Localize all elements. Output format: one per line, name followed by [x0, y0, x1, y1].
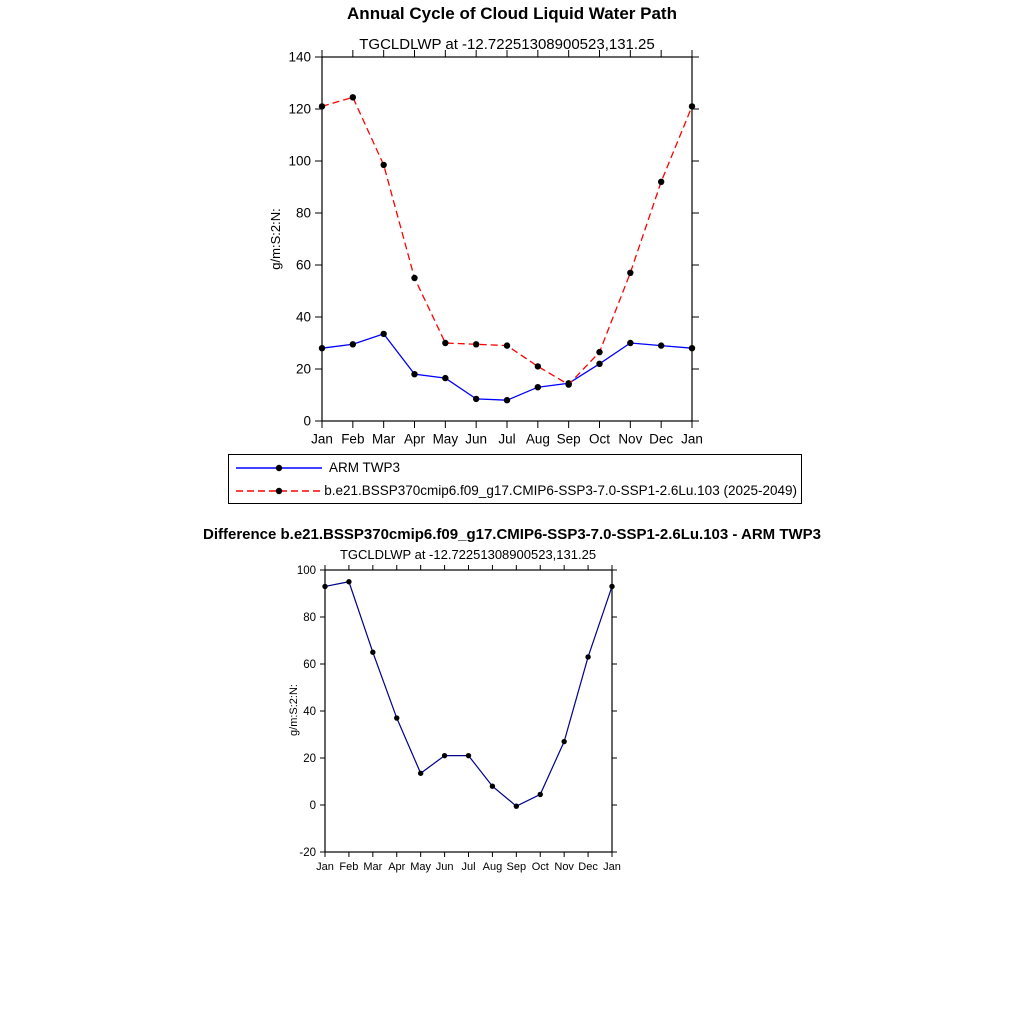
svg-text:Jul: Jul [461, 861, 476, 873]
legend [228, 454, 802, 504]
legend-line-sample-solid [233, 460, 325, 476]
bottom-chart-subtitle: TGCLDLWP at -12.72251308900523,131.25 [339, 547, 597, 562]
svg-text:Jan: Jan [316, 861, 334, 873]
top-plot-area [288, 50, 702, 447]
svg-text:Jan: Jan [681, 431, 703, 447]
svg-text:Jan: Jan [603, 861, 621, 873]
legend-marker-dot [276, 487, 282, 493]
svg-text:Jan: Jan [311, 431, 333, 447]
svg-text:20: 20 [303, 753, 316, 766]
svg-text:Apr: Apr [403, 431, 426, 447]
svg-text:Feb: Feb [341, 431, 365, 447]
legend-marker-dot [276, 464, 282, 470]
svg-text:120: 120 [288, 101, 311, 117]
legend-row-model [233, 480, 797, 502]
svg-text:Mar: Mar [372, 431, 396, 447]
bottom-plot-area [297, 565, 621, 873]
svg-text:20: 20 [295, 361, 311, 377]
svg-text:0: 0 [309, 800, 316, 813]
legend-label-arm-twp3: ARM TWP3 [329, 460, 401, 475]
svg-text:Oct: Oct [588, 431, 611, 447]
svg-text:Aug: Aug [482, 861, 503, 873]
svg-text:May: May [432, 431, 459, 447]
legend-row-arm-twp3 [233, 457, 797, 479]
svg-text:Jun: Jun [465, 431, 488, 447]
legend-label-model: b.e21.BSSP370cmip6.f09_g17.CMIP6-SSP3-7.0-SSP1-2.6Lu.103 (2025-2049) [324, 483, 797, 498]
svg-text:Feb: Feb [339, 861, 359, 873]
svg-text:Apr: Apr [388, 861, 406, 873]
svg-text:Sep: Sep [506, 861, 527, 873]
svg-text:140: 140 [288, 49, 311, 65]
bottom-chart-title: Difference b.e21.BSSP370cmip6.f09_g17.CMIP6-SSP3-7.0-SSP1-2.6Lu.103 - ARM TWP3 [202, 526, 821, 543]
svg-text:May: May [410, 861, 432, 873]
bottom-chart-ylabel: g/m:S:2:N: [288, 684, 300, 736]
svg-text:Oct: Oct [531, 861, 549, 873]
svg-text:-20: -20 [299, 847, 316, 860]
svg-text:Jun: Jun [435, 861, 454, 873]
svg-text:Dec: Dec [649, 431, 674, 447]
svg-text:Mar: Mar [363, 861, 383, 873]
svg-text:80: 80 [303, 612, 316, 625]
svg-text:Nov: Nov [554, 861, 574, 873]
svg-text:0: 0 [303, 413, 311, 429]
svg-text:Sep: Sep [556, 431, 581, 447]
svg-text:100: 100 [288, 153, 311, 169]
svg-text:Aug: Aug [525, 431, 550, 447]
legend-line-sample-dashed [233, 483, 320, 499]
top-chart-ylabel: g/m:S:2:N: [268, 208, 283, 270]
svg-text:40: 40 [295, 309, 311, 325]
top-chart-title: Annual Cycle of Cloud Liquid Water Path [347, 4, 677, 23]
svg-text:60: 60 [295, 257, 311, 273]
svg-text:60: 60 [303, 659, 316, 672]
svg-text:Jul: Jul [498, 431, 516, 447]
svg-text:40: 40 [303, 706, 316, 719]
svg-text:Nov: Nov [618, 431, 643, 447]
svg-text:80: 80 [295, 205, 311, 221]
svg-text:Dec: Dec [578, 861, 598, 873]
top-chart-subtitle: TGCLDLWP at -12.72251308900523,131.25 [359, 36, 655, 53]
svg-text:100: 100 [296, 565, 316, 578]
